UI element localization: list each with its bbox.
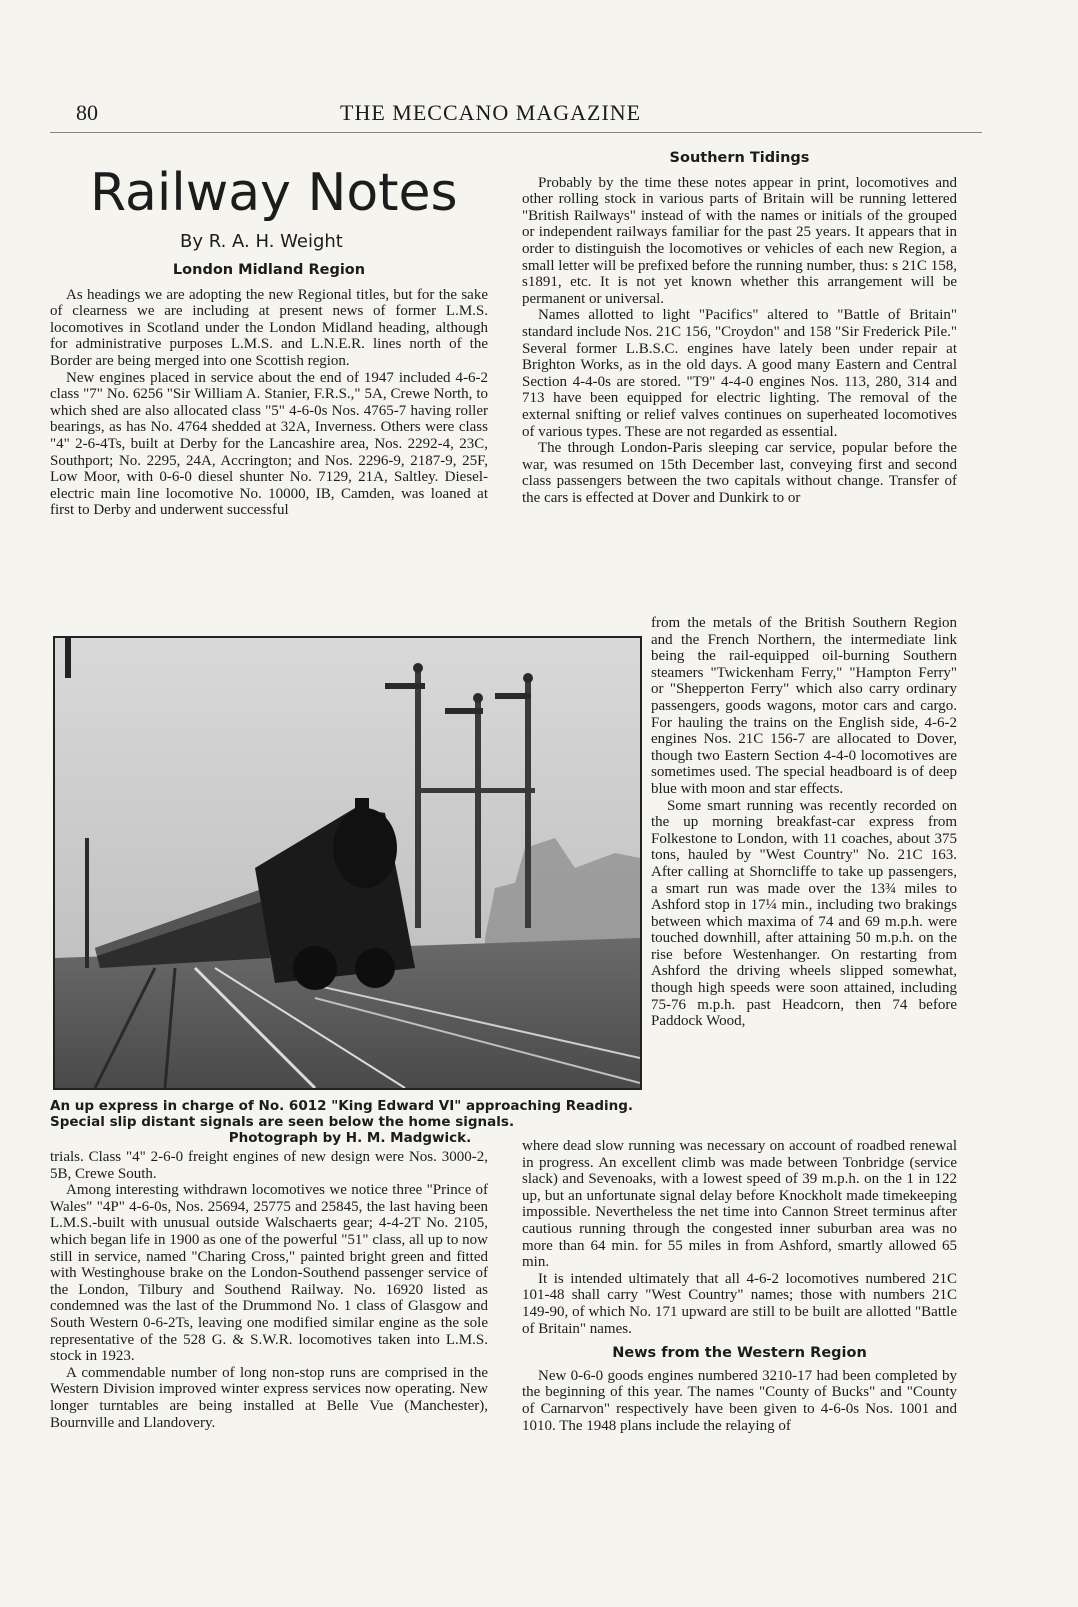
paragraph: Names allotted to light "Pacifics" altered to "Battle of Britain" standard include Nos. 21C 156, "Croydon" and 158 "Sir Frederick Pile." Several former L.B.S.C. engines have lately been under repair at Brighton Works, as in the old days. A good many Eastern and Central Section 4-4-0s are stored. "T9" 4-4-0 engines Nos. 113, 280, 314 and 713 have been equipped for electric lighting. The removal of the external snifting or relief valves continues on superheated locomotives of various types. These are not regarded as essential. bbox=[522, 307, 957, 440]
right-column-top bbox=[522, 150, 957, 506]
paragraph: trials. Class "4" 2-6-0 freight engines of new design were Nos. 3000-2, 5B, Crewe South. bbox=[50, 1149, 488, 1182]
paragraph: Probably by the time these notes appear in print, locomotives and other rolling stock in various parts of Britain will be running lettered "British Railways" instead of with the names or initials of the grouped or independent railways familiar for the past 25 years. It appears that in order to distinguish the locomotives or vehicles of each new Region, a small letter will be prefixed before the running number, thus: s 21C 158, s1891, etc. It is not yet known whether this arrangement will be permanent or universal. bbox=[522, 174, 957, 307]
section-heading-southern: Southern Tidings bbox=[669, 150, 810, 166]
section-heading-lmr: London Midland Region bbox=[172, 262, 366, 278]
paragraph: As headings we are adopting the new Regional titles, but for the sake of clearness we are including at present news of former L.M.S. locomotives in Scotland under the London Midland heading, although for administrative purposes L.M.S. and L.N.E.R. lines north of the Border are being merged into one Scottish region. bbox=[50, 286, 488, 369]
article-title: Railway Notes bbox=[90, 163, 458, 223]
locomotive-photo bbox=[53, 636, 642, 1090]
header-rule bbox=[50, 132, 982, 133]
paragraph: New 0-6-0 goods engines numbered 3210-17 had been completed by the beginning of this year. The names "County of Bucks" and "County of Carnarvon" respectively have been given to 4-6-0s Nos. 1001 and 1010. The 1948 plans include the relaying of bbox=[522, 1367, 957, 1434]
photo-credit: Photograph by H. M. Madgwick. bbox=[228, 1130, 472, 1146]
paragraph: from the metals of the British Southern Region and the French Northern, the intermediate link being the rail-equipped oil-burning Southern steamers "Twickenham Ferry," "Hampton Ferry" or "Shepperton Ferry" which also carry ordinary passengers, goods wagons, motor cars and cargo. For hauling the trains on the English side, 4-6-2 engines Nos. 21C 156-7 are allocated to Dover, though two Eastern Section 4-4-0 locomotives are sometimes used. The special headboard is of deep blue with moon and star effects. bbox=[651, 615, 957, 797]
paragraph: It is intended ultimately that all 4-6-2 locomotives numbered 21C 101-48 shall carry "West Country" names; those with numbers 21C 149-90, of which No. 171 upward are still to be built are allotted "Battle of Britain" names. bbox=[522, 1270, 957, 1337]
paragraph: The through London-Paris sleeping car service, popular before the war, was resumed on 15th December last, conveying first and second class passengers between the two capitals without change. Transfer of the cars is effected at Dover and Dunkirk to or bbox=[522, 440, 957, 506]
paragraph: A commendable number of long non-stop runs are comprised in the Western Division improved winter express services now operating. New longer turntables are being installed at Belle Vue (Manchester), Bournville and Llandovery. bbox=[50, 1364, 488, 1431]
paragraph: Some smart running was recently recorded on the up morning breakfast-car express from Folkestone to London, with 11 coaches, about 375 tons, hauled by "West Country" No. 21C 163. After calling at Shorncliffe to take up passengers, a smart run was made over the 13¾ miles to Ashford stop in 17¼ min., including two brakings between which maxima of 74 and 69 m.p.h. were touched downhill, after attaining 50 m.p.h. on the rise before Westenhanger. On restarting from Ashford the driving wheels slipped somewhat, though high speeds were soon attained, including 75-76 m.p.h. past Headcorn, then 74 before Paddock Wood, bbox=[651, 797, 957, 1030]
right-column-narrow bbox=[651, 615, 957, 1030]
left-column-top bbox=[50, 262, 488, 519]
right-column-bottom bbox=[522, 1138, 957, 1434]
running-title: THE MECCANO MAGAZINE bbox=[340, 100, 642, 125]
page-number: 80 bbox=[76, 100, 98, 125]
paragraph: New engines placed in service about the end of 1947 included 4-6-2 class "7" No. 6256 "Sir William A. Stanier, F.R.S.," 5A, Crewe North, to which shed are also allocated class "5" 4-6-0s Nos. 4765-7 having roller bearings, as has No. 4764 shedded at 32A, Inverness. Others were class "4" 2-6-4Ts, built at Derby for the Lancashire area, Nos. 2292-4, 23C, Southport; No. 2295, 24A, Accrington; and Nos. 2296-9, 2187-9, 25F, Low Moor, with 0-6-0 diesel shunter No. 7129, 21A, Saltley. Diesel-electric main line locomotive No. 10000, IB, Camden, was loaned at first to Derby and underwent successful bbox=[50, 369, 488, 519]
paragraph: where dead slow running was necessary on account of roadbed renewal in progress. An excellent climb was made between Tonbridge (service slack) and Sevenoaks, with a lowest speed of 39 m.p.h. on the 1 in 122 up, but an unfortunate signal delay before Knockholt made timekeeping impossible. Nevertheless the net time into Cannon Street terminus after cautious running through the congested inner suburban area was no more than 64 min. for 55 miles in from Ashford, smartly allowed 65 min. bbox=[522, 1138, 957, 1271]
left-column-bottom bbox=[50, 1149, 488, 1431]
byline: By R. A. H. Weight bbox=[180, 231, 343, 252]
section-heading-western: News from the Western Region bbox=[612, 1345, 867, 1362]
caption-text: An up express in charge of No. 6012 "King Edward VI" approaching Reading. Special slip distant signals are seen below the home signals. bbox=[50, 1098, 634, 1130]
paragraph: Among interesting withdrawn locomotives we notice three "Prince of Wales" "4P" 4-6-0s, Nos. 25694, 25775 and 25845, the last having been L.M.S.-built with unusual outside Walschaerts gear; 4-4-2T No. 2105, which began life in 1900 as one of the powerful "51" class, all up to now still in service, named "Charing Cross," painted bright green and fitted with Westinghouse brake on the London-Southend passenger service of the London, Tilbury and Southend Railway. No. 16920 listed as condemned was the last of the Drummond No. 1 class of Glasgow and South Western 0-6-2Ts, leaving one modified similar engine as the sole representative of the 528 G. & S.W.R. locomotives taken into L.M.S. stock in 1923. bbox=[50, 1182, 488, 1365]
